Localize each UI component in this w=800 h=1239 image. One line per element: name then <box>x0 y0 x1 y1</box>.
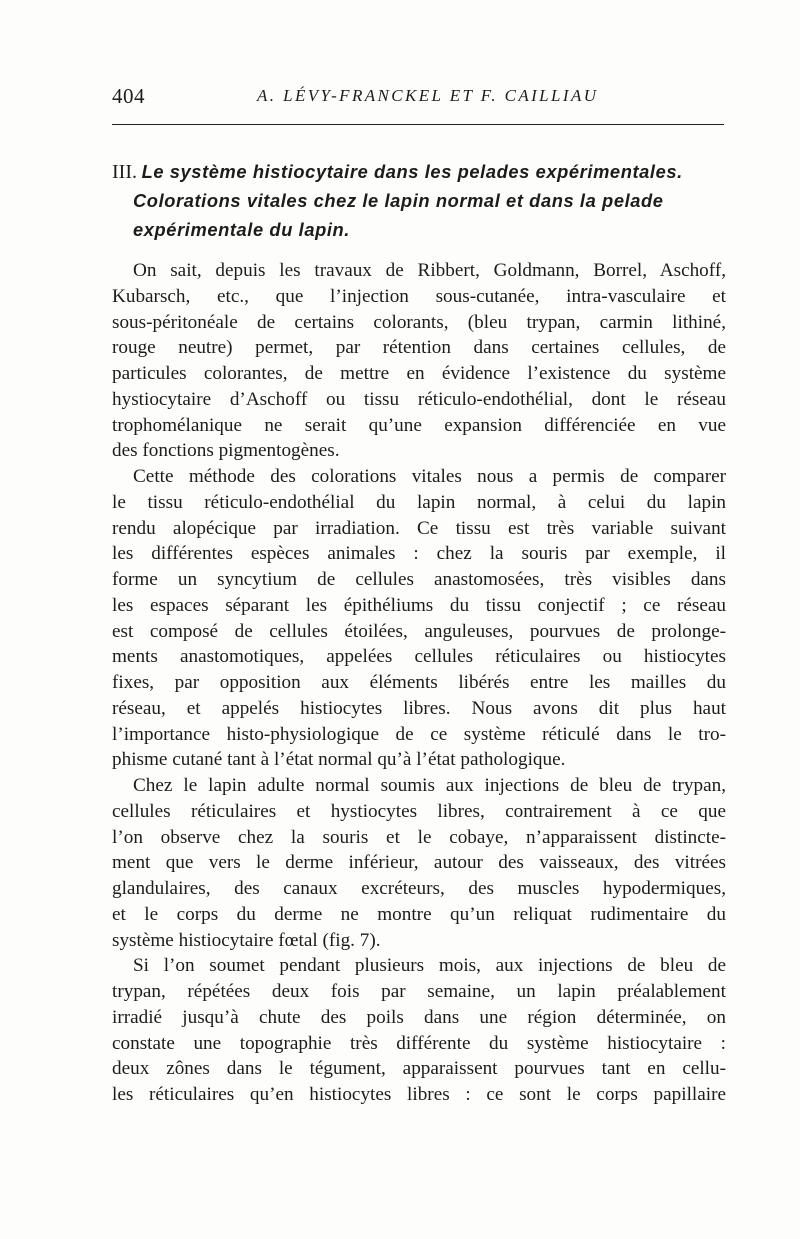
running-title: A. LÉVY-FRANCKEL ET F. CAILLIAU <box>257 86 599 105</box>
body-line: On sait, depuis les travaux de Ribbert, Goldmann, Borrel, Aschoff, <box>133 260 726 281</box>
body-line: phisme cutané tant à l’état normal qu’à l’état pathologique. <box>112 749 566 771</box>
body-line: le tissu réticulo-endothélial du lapin normal, à celui du lapin <box>112 491 726 513</box>
body-line: réseau, et appelés histiocytes libres. Nous avons dit plus haut <box>112 697 726 719</box>
body-line: les différentes espèces animales : chez la souris par exemple, il <box>112 543 726 565</box>
body-line: irradié jusqu’à chute des poils dans une région déterminée, on <box>112 1006 726 1028</box>
body-line: forme un syncytium de cellules anastomosées, très visibles dans <box>112 569 726 590</box>
body-line: est composé de cellules étoilées, anguleuses, pourvues de prolonge- <box>112 620 726 642</box>
section-heading-line-3 <box>133 216 350 244</box>
section-heading-text-2: Colorations vitales chez le lapin normal et dans la pelade <box>133 190 664 211</box>
body-line: Si l’on soumet pendant plusieurs mois, aux injections de bleu de <box>133 955 726 977</box>
body-line: deux zônes dans le tégument, apparaissent pourvues tant en cellu- <box>112 1058 726 1080</box>
body-line: trophomélanique ne serait qu’une expansion différenciée en vue <box>112 414 726 436</box>
body-line: rouge neutre) permet, par rétention dans certaines cellules, de <box>112 337 726 359</box>
body-line: et le corps du derme ne montre qu’un reliquat rudimentaire du <box>112 903 726 925</box>
body-line: constate une topographie très différente du système histiocytaire : <box>112 1032 726 1054</box>
section-heading-text-3: expérimentale du lapin. <box>133 219 350 240</box>
body-line: cellules réticulaires et hystiocytes libres, contrairement à ce que <box>112 800 726 822</box>
section-heading-line-1 <box>112 158 683 186</box>
body-line: ment que vers le derme inférieur, autour des vaisseaux, des vitrées <box>112 852 726 874</box>
body-line: ments anastomotiques, appelées cellules réticulaires ou histiocytes <box>112 646 726 668</box>
running-head <box>112 84 725 114</box>
body-line: système histiocytaire fœtal (fig. 7). <box>112 929 381 951</box>
section-heading-text-1: Le système histiocytaire dans les pelades expérimentales. <box>141 161 683 182</box>
body-line: Chez le lapin adulte normal soumis aux injections de bleu de trypan, <box>133 775 726 796</box>
body-line: des fonctions pigmentogènes. <box>112 440 340 462</box>
body-line: Cette méthode des colorations vitales nous a permis de comparer <box>133 466 726 487</box>
body-line: Kubarsch, etc., que l’injection sous-cutanée, intra-vasculaire et <box>112 285 726 307</box>
body-line: glandulaires, des canaux excréteurs, des muscles hypodermiques, <box>112 878 726 899</box>
header-rule <box>112 124 724 125</box>
body-line: les réticulaires qu’en histiocytes libres : ce sont le corps papillaire <box>112 1084 726 1105</box>
body-line: trypan, répétées deux fois par semaine, un lapin préalablement <box>112 981 726 1002</box>
body-line: rendu alopécique par irradiation. Ce tissu est très variable suivant <box>112 517 726 539</box>
section-numeral: III. <box>112 161 137 183</box>
body-line: les espaces séparant les épithéliums du tissu conjectif ; ce réseau <box>112 594 726 616</box>
section-heading-line-2 <box>133 187 664 215</box>
page-number: 404 <box>112 84 145 108</box>
body-line: hystiocytaire d’Aschoff ou tissu réticulo-endothélial, dont le réseau <box>112 388 726 410</box>
body-line: l’importance histo-physiologique de ce système réticulé dans le tro- <box>112 723 726 745</box>
body-line: l’on observe chez la souris et le cobaye, n’apparaissent distincte- <box>112 826 726 848</box>
body-line: fixes, par opposition aux éléments libérés entre les mailles du <box>112 672 726 693</box>
body-line: particules colorantes, de mettre en évidence l’existence du système <box>112 363 726 384</box>
body-line: sous-péritonéale de certains colorants, (bleu trypan, carmin lithiné, <box>112 311 726 333</box>
